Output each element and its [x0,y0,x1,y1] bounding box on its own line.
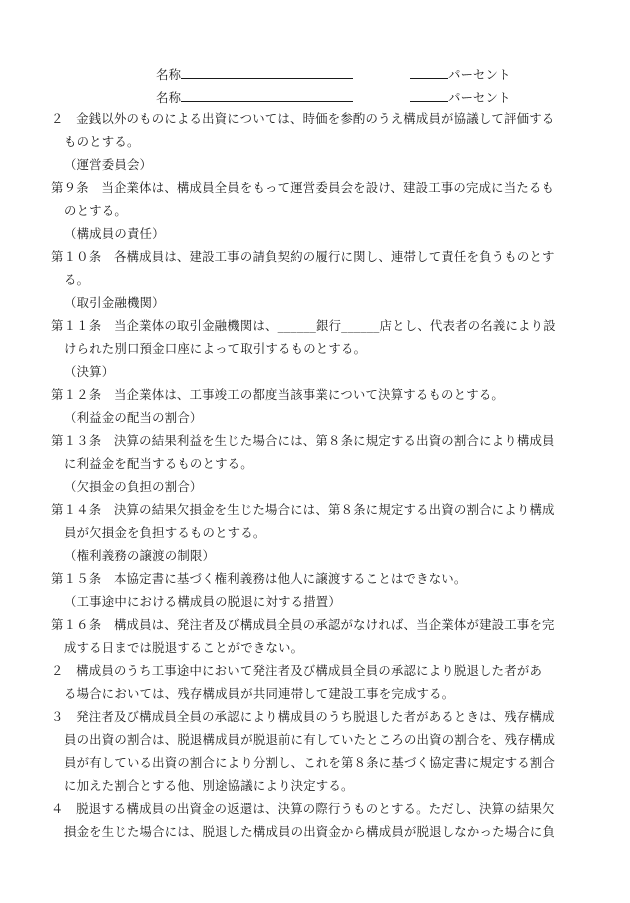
clause-line: ２ 構成員のうち工事途中において発注者及び構成員全員の承認により脱退した者があ [51,663,543,678]
clause-line: ４ 脱退する構成員の出資金の返還は、決算の際行うものとする。ただし、決算の結果欠 [51,801,555,816]
text-line: 成する日までは脱退することができない。 [64,640,304,655]
text-line: 損金を生じた場合には、脱退した構成員の出資金から構成員が脱退しなかった場合に負 [64,824,556,839]
section-heading: （欠損金の負担の割合） [64,479,203,494]
article-line: 第１２条 当企業体は、工事竣工の都度当該事業について決算するものとする。 [51,387,505,402]
percent-label: パーセント [448,67,511,82]
article-line: 第１３条 決算の結果利益を生じた場合には、第８条に規定する出資の割合により構成員 [51,433,555,448]
article-line: 第１４条 決算の結果欠損金を生じた場合には、第８条に規定する出資の割合により構成 [51,502,555,517]
text-line: けられた別口預金口座によって取引するものとする。 [64,341,367,356]
text-line: る場合においては、残存構成員が共同連帯して建設工事を完成する。 [64,686,455,701]
text-line: 員が有している出資の割合により分割し、これを第８条に基づく協定書に規定する割合 [64,755,556,770]
percent-row-2 [410,88,511,106]
text-line: る。 [64,272,90,287]
article-line: 第１１条 当企業体の取引金融機関は、______銀行______店とし、代表者の名義により設 [51,318,556,333]
name-row-2 [156,88,353,106]
text-line: に加えた割合とする他、別途協議により決定する。 [64,778,354,793]
section-heading: （権利義務の譲渡の制限） [64,548,216,563]
text-line: 員が欠損金を負担するものとする。 [64,525,266,540]
article-line: 第１０条 各構成員は、建設工事の請負契約の履行に関し、連帯して責任を負うものとす [51,249,555,264]
section-heading: （利益金の配当の割合） [64,410,203,425]
name-row-1 [156,65,353,83]
percent-blank [410,88,448,102]
text-line: ２ 金銭以外のものによる出資については、時価を参酌のうえ構成員が協議して評価する [51,111,555,126]
name-label: 名称 [156,67,182,82]
article-line: 第１６条 構成員は、発注者及び構成員全員の承認がなければ、当企業体が建設工事を完 [51,617,555,632]
percent-row-1 [410,65,511,83]
section-heading: （運営委員会） [64,157,153,172]
percent-label: パーセント [448,90,511,105]
percent-blank [410,65,448,79]
clause-line: ３ 発注者及び構成員全員の承認により構成員のうち脱退した者があるときは、残存構成 [51,709,555,724]
article-line: 第１５条 本協定書に基づく権利義務は他人に譲渡することはできない。 [51,571,467,586]
section-heading: （決算） [64,364,115,379]
name-blank [181,65,353,79]
text-line: 員の出資の割合は、脱退構成員が脱退前に有していたところの出資の割合を、残存構成 [64,732,556,747]
text-line: に利益金を配当するものとする。 [64,456,253,471]
text-line: のとする。 [64,203,127,218]
name-blank [181,88,353,102]
text-line: ものとする。 [64,134,140,149]
name-label: 名称 [156,90,182,105]
section-heading: （構成員の責任） [64,226,165,241]
section-heading: （工事途中における構成員の脱退に対する措置） [64,594,341,609]
section-heading: （取引金融機関） [64,295,165,310]
article-line: 第９条 当企業体は、構成員全員をもって運営委員会を設け、建設工事の完成に当たるも [51,180,555,195]
